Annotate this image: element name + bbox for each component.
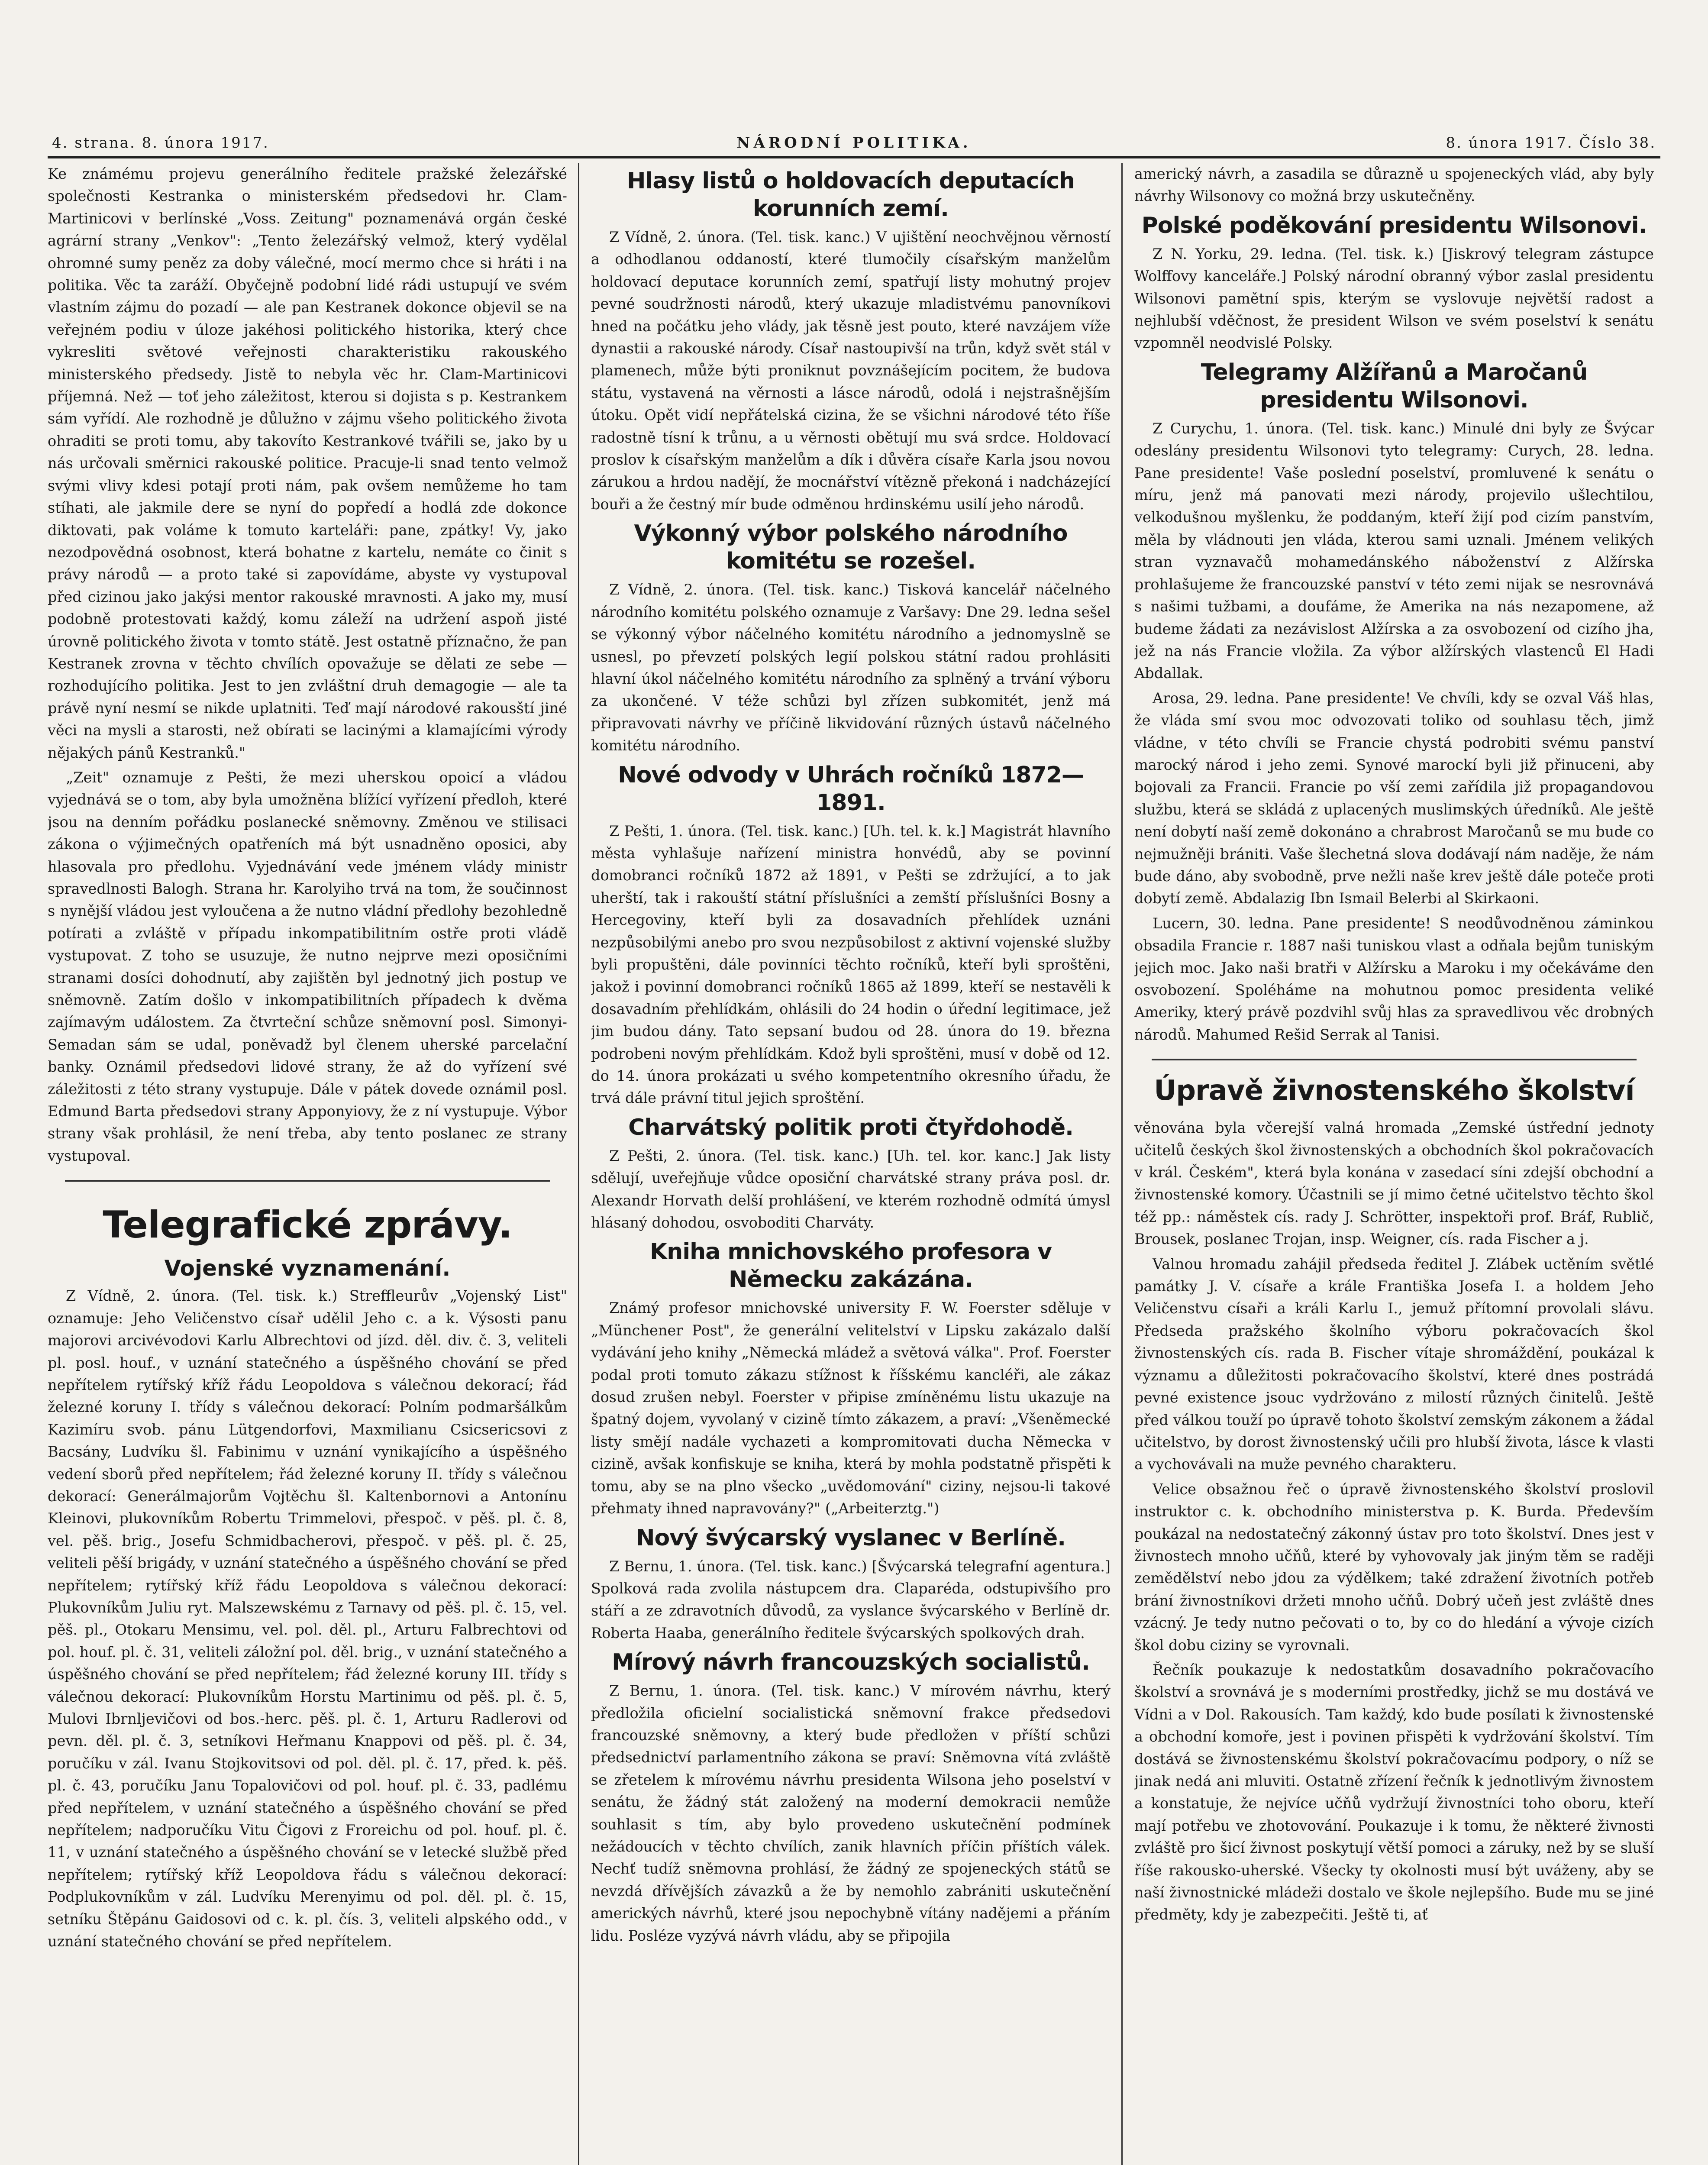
article-skolstvi-burda: Velice obsažnou řeč o úpravě živnostenského školství proslovil instruktor c. k. obchodního ministerstva p. K. Burda. Především poukázal na nedostatečný zákonný ústav pro toto školství. Dnes jest v živnostech mnoho učňů, které by vyhovovaly jak jiným těm se raději zemědělství nebo jdou za výdělkem; také zdražení životních potřeb brání živnostníkovi držeti mnoho učňů. Dobrý učeň jest zvláště dnes vzácný. Je tedy nutno pečovati o to, by co do hledání a vývoje cizích škol dobu ciziny se vyrovnali.	[1134, 1480, 1654, 1654]
headline-mirovy-navrh: Mírový návrh francouzských socialistů.	[612, 1649, 1090, 1676]
section-title-telegraficke: Telegrafické zprávy.	[103, 1203, 512, 1247]
article-kniha-foerster: Známý profesor mnichovské university F. W. Foerster sděluje v „Münchener Post", že generální velitelství v Lipsku zakázalo další vydávání jeho knihy „Německá mládež a světová válka". Prof. Foerster podal proti tomuto zákazu stížnost k říšskému kancléři, ale zákaz dosud zrušen nebyl. Foerster v připise zmíněnému listu ukazuje na špatný dojem, vyvolaný v cizině tímto zákazem, a praví: „Všeněmecké listy smějí nadále vychazeti a kompromitovati ducha Německa v cizině, avšak konfiskuje se kniha, která by mohla podstatně přispěti k tomu, aby se na plno všecko „uvědomování" ciziny, nejsou-li takové přehmaty ihned napravovány?" („Arbeiterztg.")	[591, 1299, 1111, 1517]
newspaper-page	[48, 130, 1660, 2165]
column-1	[48, 163, 567, 2165]
masthead-date-right: 8. února 1917. Číslo 38.	[1446, 134, 1656, 152]
masthead-title: NÁRODNÍ POLITIKA.	[736, 134, 972, 152]
masthead	[48, 130, 1660, 158]
headline-hlasy-listu: Hlasy listů o holdovacích deputacích korunních zemí.	[626, 168, 1075, 222]
headline-nove-odvody: Nové odvody v Uhrách ročníků 1872—1891.	[618, 762, 1084, 816]
headline-vojenske: Vojenské vyznamenání.	[164, 1256, 451, 1281]
article-vojenske: Z Vídně, 2. února. (Tel. tisk. k.) Streffleurův „Vojenský List" oznamuje: Jeho Veličenstvo císař udělil Jeho c. a k. Výsosti panu majorovi arcivévodovi Karlu Albrechtovi od jízd. děl. div. č. 3, veliteli pl. posl. houf., v uznání statečného a úspěšného chování se před nepřítelem rytířský kříž řádu Leopoldova s válečnou dekorací; řád železné koruny I. třídy s válečnou dekorací: Polním podmaršálkům Kazimíru svob. pánu Lütgendorfovi, Maxmilianu Csicsericsovi z Bacsány, Ludvíku šl. Fabinimu v uznání vynikajícího a úspěšného vedení sborů před nepřítelem; řád železné koruny II. třídy s válečnou dekorací: Generálmajorům Vojtěchu šl. Kaltenbornovi a Antonínu Kleinovi, plukovníkům Robertu Trimmelovi, přespoč. v pěš. pl. č. 8, vel. pěš. brig., Josefu Schmidbacherovi, přespoč. v pěš. pl. č. 25, veliteli pěší brigády, v uznání statečného a úspěšného chování se před nepřítelem; rytířský kříž řádu Leopoldova s válečnou dekorací: Plukovníkům Juliu ryt. Malszewskému z Tarnavy od pěš. pl. č. 15, vel. pěš. pl., Otokaru Mensimu, vel. pol. děl. pl., Arturu Falbrechtovi od pol. houf. pl. č. 31, veliteli záložní pol. děl. brig., v uznání statečného a úspěšného chování se před nepřítelem; řád železné koruny III. třídy s válečnou dekorací: Plukovníkům Horstu Martinimu od pěš. pl. č. 5, Mulovi Ibrnljevičovi od bos.-herc. pěš. pl. č. 1, Arturu Radlerovi od pevn. děl. pl. č. 3, setníkovi Heřmanu Knappovi od pěš. pl. č. 34, poručíku v zál. Ivanu Stojkovitsovi od pol. děl. pl. č. 17, před. k. pěš. pl. č. 43, poručíku Janu Topalovičovi od pol. houf. pl. č. 33, padlému před nepřítelem, v uznání statečného a úspěšného chování se před nepřítelem; nadporučíku Vitu Čigovi z Froreichu od pol. houf. pl. č. 11, v uznání statečného a úspěšného chování se v letecké službě před nepřítelem; rytířský kříž Leopoldova řádu s válečnou dekorací: Podplukovníkům v zál. Ludvíku Merenyimu od pol. děl. pl. č. 15, setníku Štěpánu Gaidosovi od c. k. pl. čís. 3, veliteli alpského odd., v uznání statečného chování se před nepřítelem.	[48, 1287, 567, 1950]
headline-vykonny-vybor: Výkonný výbor polského národního komitétu se rozešel.	[634, 520, 1068, 575]
article-telegramy-lucern: Lucern, 30. ledna. Pane presidente! S neodůvodněnou záminkou obsadila Francie r. 1887 naši tuniskou vlast a odňala bejům tuniským jejich moc. Jako naši bratři v Alžírsku a Maroku i my očekáváme den osvobození. Spoléháme na mohutnou pomoc presidenta veliké Ameriky, který právě pozdvihl svůj hlas za spravedlivou věc drobných národů. Mahumed Rešid Serrak al Tanisi.	[1134, 914, 1654, 1043]
article-skolstvi-zlabek: Valnou hromadu zahájil předseda ředitel J. Zlábek uctěním světlé památky J. V. císaře a krále Františka Josefa I. a holdem Jeho Veličenstvu císaři a králi Karlu I., jemuž přítomní provolali slávu. Předseda pražského školního výboru pokračovacích škol živnostenských cís. rada B. Fischer vítaje shromáždění, poukázal k významu a důležitosti pokračovacího školství, které dnes postrádá pevné existence jsouc vydržováno z milostí různých činitelů. Ještě před válkou touží po úpravě tohoto školství zemským zákonem a žádal učitelstvo, by dorost živnostenský učili pro hlubší života, lásce k vlasti a vychovávali na muže pevného charakteru.	[1134, 1255, 1654, 1473]
article-hlasy-listu: Z Vídně, 2. února. (Tel. tisk. kanc.) V ujištění neochvějnou věrností a odhodlanou oddaností, které tlumočily císařským manželům holdovací deputace korunních zemí, spatřují listy mohutný projev pevné soudržnosti národů, který ukazuje mladistvému panovníkovi hned na počátku jeho vlády, jak těsně jest pouto, které navzájem víže dynastii a rakouské národy. Císař nastoupivší na trůn, když svět stál v plamenech, může býti proniknut povznášejícím pocitem, že budova státu, vystavená na věrnosti a lásce národů, odolá i nejstrašnějším útoku. Opět vidí nepřátelská cizina, že se všichni národové této říše radostně tísní k trůnu, a u věrnosti obětují mu svá srdce. Holdovací proslov k císařským manželům a dík i důvěra císaře Karla jsou novou zárukou a hrdou nadějí, že mocnářství vítězně překoná i nadcházející bouři a že čestný mír bude odměnou hrdinskému usilí jeho národů.	[591, 229, 1111, 513]
article-charvatsky-politik: Z Pešti, 2. února. (Tel. tisk. kanc.) [Uh. tel. kor. kanc.] Jak listy sdělují, uveřejňuje vůdce oposiční charvátské strany práva posl. dr. Alexandr Horvath delší prohlášení, ve kterém rozhodně odmítá úmysl hlásaný dohodou, osvoboditi Charváty.	[591, 1147, 1111, 1231]
article-telegramy-arosa: Arosa, 29. ledna. Pane presidente! Ve chvíli, kdy se ozval Váš hlas, že vláda smí svou moc odvozovati toliko od souhlasu těch, jimž vládne, v této chvíli se Francie chystá podrobiti svému panství marocký národ i jeho zemi. Synové marockí byli již přinuceni, aby bojovali za Francii. Francie po vší zemi zařídila již propagandovou službu, která se skládá z uplacených muslimských úředníků. Ale ještě není dobytí naší země dokonáno a chrabrost Maročanů se mu bude co nejmužněji brániti. Vaše šlechetná slova dodávají nám naděje, že nám bude dáno, aby svobodně, prve nežli naše krev ještě dále poteče proti dobytí země. Abdalazig Ibn Ismail Belerbi al Skirkaoni.	[1134, 689, 1654, 907]
section-divider	[1152, 1059, 1637, 1060]
article-telegramy-curych: Z Curychu, 1. února. (Tel. tisk. kanc.) Minulé dni byly ze Švýcar odeslány presidentu Wilsonovi tyto telegramy: Curych, 28. ledna. Pane presidente! Vaše poslední poselství, promluvené k senátu o míru, jenž má panovati mezi národy, projevilo ušlechtilou, velkodušnou myšlenku, že poddaným, kteří žijí pod cizím panstvím, měla by vládnouti jen vláda, kterou sami uznali. Jménem velikých stran vyznavačů mohamedánského náboženství z Alžírska prohlašujeme že francouzské panství v této zemi nijak se nesrovnává s našimi tužbami, a doufáme, že Amerika na nás nezapomene, až budeme žádati za nezávislost Alžírska a za osvobození od cizího jha, jež na nás Francie vložila. Za výbor alžírských vlastenců El Hadi Abdallak.	[1134, 420, 1654, 682]
headline-telegramy-alzirani: Telegramy Alžířanů a Maročanů presidentu Wilsonovi.	[1201, 359, 1588, 413]
masthead-date-left: 4. strana. 8. února 1917.	[52, 134, 269, 152]
article-skolstvi-recnik: Řečník poukazuje k nedostatkům dosavadního pokračovacího školství a srovnává je s moderními prostředky, jichž se mu dostává ve Vídni a v Dol. Rakousích. Tam každý, kdo bude posílati k živnostenské a obchodní komoře, jest i povinen přispěti k vydržování školství. Tím dostává se živnostenskému školství pokračovacímu podpory, o níž se jinak nedá ani mluviti. Ostatně zřízení řečník k jednotlivým živnostem a konstatuje, že nejvíce učňů vydržují živnostníci toho oboru, kteří mají potřebu ve zhotovování. Poukazuje i k tomu, že některé živnosti zvláště pro šicí živnost poskytují větší pomoci a záruky, než by se sluší říše rakousko-uherské. Všecky ty okolnosti musí být uváženy, aby se naší živnostnické mládeži dostalo ve škole nejlepšího. Bude mu se jiné předměty, kdy je zabezpečiti. Ještě ti, ať	[1134, 1661, 1654, 1923]
headline-charvatsky-politik: Charvátský politik proti čtyřdohodě.	[628, 1114, 1073, 1141]
headline-polske-podekovani: Polské poděkování presidentu Wilsonovi.	[1141, 212, 1647, 239]
column-3	[1134, 163, 1654, 2165]
article-kestranek: Ke známému projevu generálního ředitele pražské železářské společnosti Kestranka o ministerském předsedovi hr. Clam-Martinicovi v berlínské „Voss. Zeitung" poznamenává orgán české agrární strany „Venkov": „Tento železářský velmož, který vydělal ohromné sumy peněz za doby válečné, mocí mermo chce si hráti i na politika. Věc ta zaráží. Obyčejně podobní lidé rádi ustupují ve svém vlastním zájmu do pozadí — ale pan Kestranek dokonce objevil se na veřejném podiu v úloze jakéhosi politického historika, který chce vykresliti světové veřejnosti charakteristiku rakouského ministerského předsedy. Jistě to nebyla věc hr. Clam-Martinicovi příjemná. Než — toť jeho záležitost, kterou si dojista s p. Kestrankem sám vyřídí. Ale rozhodně je důlužno v zájmu všeho politického života ohraditi se proti tomu, aby takovíto Kestrankové tvářili se, jako by u nás určovali směrnici rakouské politice. Pracuje-li snad tento velmož svými vlivy kdesi potají proti nám, pak ovšem nemůžeme ho tam stíhati, ale jakmile dere se nyní do popředí a hodlá zde dokonce diktovati, pak voláme k tomuto karteláři: pane, zpátky! Vy, jako nezodpovědná osobnost, která bohatne z kartelu, nemáte co činit s právy národů — a proto také si zapovídáme, abyste vy vystupoval před cizinou jako jakýsi mentor rakouské mravnosti. A jako my, musí podobně protestovati každý, komu záleží na udržení aspoň jisté úrovně politického života v tomto státě. Jest ostatně příznačno, že pan Kestranek zrovna v těchto chvílích opovažuje se dělati ze sebe — rozhodujícího politika. Jest to jen zvláštní druh demagogie — ale ta právě nyní nesmí se nikde uplatniti. Teď mají národové rakousští jiné věci na mysli a starosti, než obírati se lacinými a klamajícími výrody nějakých pánů Kestranků."	[48, 165, 567, 761]
column-2	[591, 163, 1111, 2165]
article-mirovy-navrh: Z Bernu, 1. února. (Tel. tisk. kanc.) V mírovém návrhu, který předložila oficielní socialistická sněmovní frakce předsedovi francouzské sněmovny, a který bude předložen v příští schůzi předsednictví parlamentního zákona se praví: Sněmovna vítá zvláště se zřetelem k mírovému návrhu presidenta Wilsona jeho poselství v senátu, že žádný stát založený na moderní demokracii nemůže souhlasit s tím, aby bylo provedeno uskutečnění podmínek nežádoucích v těchto chvílích, zanik hlavních příčin příštích válek. Nechť tudíž sněmovna prohlásí, že žádný ze spojeneckých států se nevzdá dřívějších závazků a že by nemohlo zabrániti uskutečnění amerických návrhů, které jsou nepochybně vítány nadějemi a přáním lidu. Posléze vyzývá návrh vládu, aby se připojila	[591, 1682, 1111, 1944]
headline-svycarsky-vyslanec: Nový švýcarský vyslanec v Berlíně.	[636, 1525, 1066, 1551]
section-divider	[65, 1180, 550, 1182]
headline-kniha-foerster: Kniha mnichovského profesora v Německu zakázána.	[650, 1239, 1052, 1293]
article-polske-podekovani: Z N. Yorku, 29. ledna. (Tel. tisk. k.) [Jiskrový telegram zástupce Wolffovy kanceláře.] Polský národní obranný výbor zaslal presidentu Wilsonovi pamětní spis, kterým se vyslovuje největší radost a nejhlubší vděčnost, že president Wilson ve svém poselství k senátu vzpomněl neodvislé Polsky.	[1134, 245, 1654, 352]
column-divider	[578, 163, 579, 2165]
article-skolstvi-intro: věnována byla včerejší valná hromada „Zemské ústřední jednoty učitelů českých škol živnostenských a obchodních škol pokračovacích v král. Českém", která byla konána v zasedací síni zdejší obchodní a živnostenské komory. Účastnili se jí mimo četné učitelstvo těchto škol též pp.: náměstek cís. rady J. Schrötter, inspektoři prof. Bráf, Rublič, Brousek, poslanec Trojan, insp. Weigner, cís. rada Fischer a j.	[1134, 1119, 1654, 1248]
article-zeit-hungary: „Zeit" oznamuje z Pešti, že mezi uherskou opoicí a vládou vyjednává se o tom, aby byla umožněna blížící vyřízení předloh, které jsou na denním pořádku poslanecké sněmovny. Změnou ve stilisaci zákona o výjimečných opatřeních má být usnadněno oposici, aby hlasovala pro předlohu. Vyjednávání vede jménem vlády ministr spravedlnosti Balogh. Strana hr. Karolyiho trvá na tom, že součinnost s nynější vládou jest vyloučena a že nutno vládní předlohy bezohledně potírati a zvláště v případu inkompatibilitním ostře proti vládě vystupovat. Z toho se usuzuje, že nutno nejprve mezi oposičními stranami dosíci dohodnutí, aby zajištěn byl jednotný jich postup ve sněmovně. Zatím došlo v inkompatibilitních případech k dvěma zajímavým událostem. Za čtvrteční schůze sněmovní posl. Simonyi-Semadan sám se udal, poněvadž byl členem uherské parcelační banky. Oznámil předsedovi lidové strany, že až do vyřízení své záležitosti z této strany vystupuje. Dále v pátek dovede oznámil posl. Edmund Barta předsedovi strany Apponyiovy, že z ní vystupuje. Výbor strany však prohlásil, že není třeba, aby tento poslanec ze strany vystupoval.	[48, 769, 567, 1164]
article-nove-odvody: Z Pešti, 1. února. (Tel. tisk. kanc.) [Uh. tel. k. k.] Magistrát hlavního města vyhlašuje nařízení ministra honvédů, aby se povinní domobranci ročníků 1872 až 1891, v Pešti se zdržující, a to jak uherští, tak i rakouští státní příslušníci a zemští příslušníci Bosny a Hercegoviny, kteří byli za dosavadních přehlídek uznáni nezpůsobilými anebo pro svou nezpůsobilost z aktivní vojenské služby byli propuštěni, dále povinníci těchto ročníků, kteří byli sproštěni, jakož i povinní domobranci ročníků 1865 až 1899, kteří se nestavěli k dosavadním přehlídkám, ohlásili do 24 hodin o úřední legitimace, jež jim budou dány. Tato sepsaní budou od 28. února do 19. března podrobeni novým přehlídkám. Kdož byli sproštěni, musí v době od 12. do 14. února prokázati u svého kompetentního okresního úřadu, že trvá dále právní titul jejich sproštění.	[591, 822, 1111, 1107]
article-svycarsky-vyslanec: Z Bernu, 1. února. (Tel. tisk. kanc.) [Švýcarská telegrafní agentura.] Spolková rada zvolila nástupcem dra. Claparéda, odstupivšího pro stáří a ze zdravotních důvodů, za vyslance švýcarského v Berlíně dr. Roberta Haaba, generálního ředitele švýcarských spolkových drah.	[591, 1558, 1111, 1642]
column-divider	[1121, 163, 1123, 2165]
headline-uprava-skolstvi: Úpravě živnostenského školství	[1154, 1075, 1634, 1107]
article-continuation: americký návrh, a zasadila se důrazně u spojeneckých vlád, aby byly návrhy Wilsonovy co možná brzy uskutečněny.	[1134, 165, 1654, 205]
article-vykonny-vybor: Z Vídně, 2. února. (Tel. tisk. kanc.) Tisková kancelář náčelného národního komitétu polského oznamuje z Varšavy: Dne 29. ledna sešel se výkonný výbor náčelného komitétu národního a jednomyslně se usnesl, po převzetí polských legií polskou státní radou prohlásiti hlavní úkol náčelného komitétu národního za splněný a trvání výboru za ukončené. V téže schůzi byl zřízen subkomitét, jenž má připravovati návrhy ve příčině likvidování různých ústavů náčelného komitétu národního.	[591, 581, 1111, 754]
